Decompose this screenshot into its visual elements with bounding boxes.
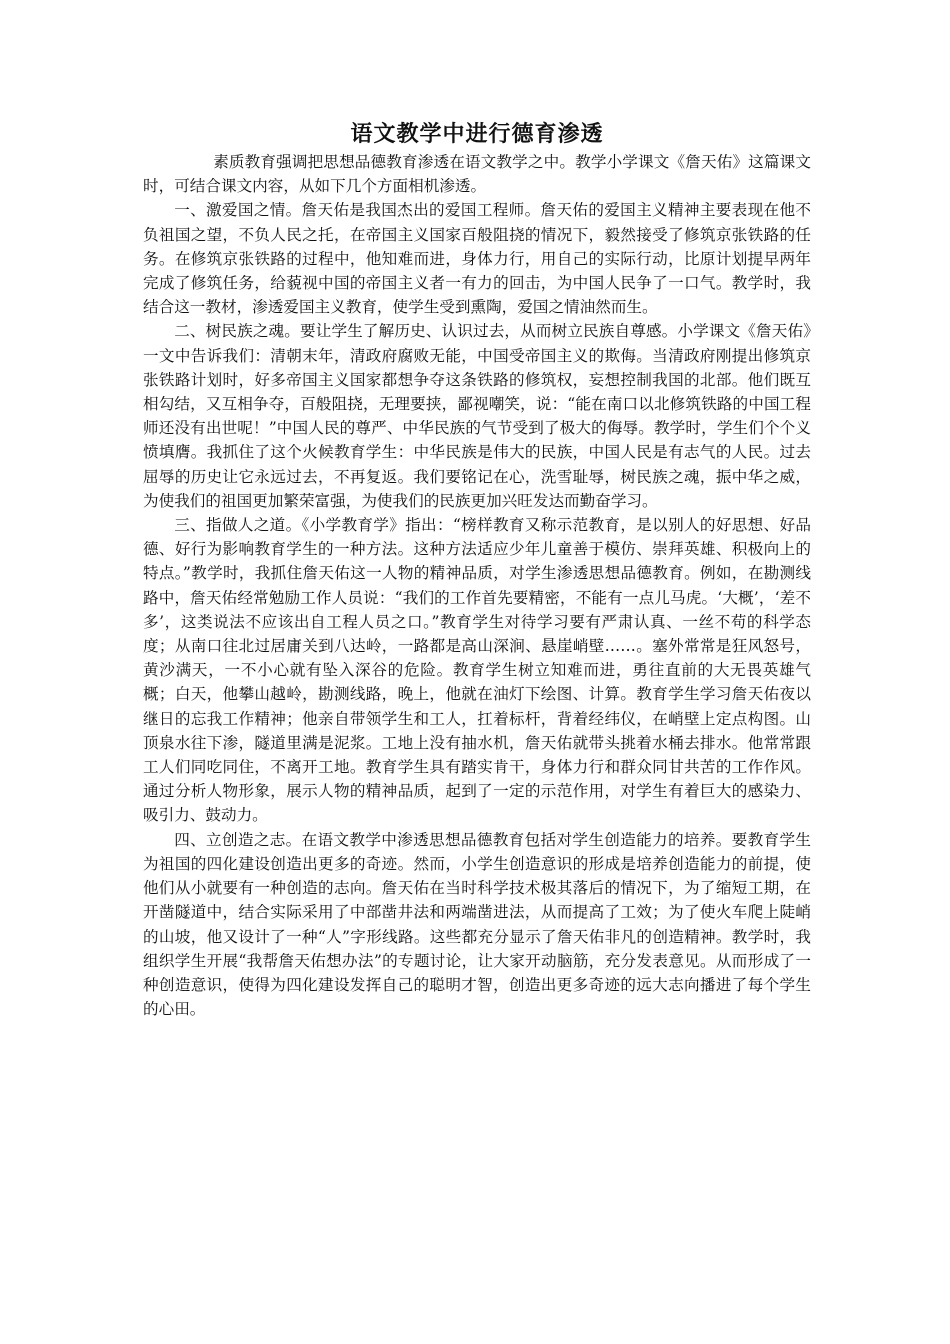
document-title: 语文教学中进行德育渗透 bbox=[350, 122, 604, 147]
paragraph-section-4: 四、立创造之志。在语文教学中渗透思想品德教育包括对学生创造能力的培养。要教育学生为祖国的四化建设创造出更多的奇迹。然而，小学生创造意识的形成是培养创造能力的前提，使他们从小就要有一种创造的志向。詹天佑在当时科学技术极其落后的情况下，为了缩短工期，在开凿隧道中，结合实际采用了中部凿井法和两端凿进法，从而提高了工效；为了使火车爬上陡峭的山坡，他又设计了一种“人”字形线路。这些都充分显示了詹天佑非凡的创造精神。教学时，我组织学生开展“我帮詹天佑想办法”的专题讨论，让大家开动脑筋，充分发表意见。从而形成了一种创造意识，使得为四化建设发挥自己的聪明才智，创造出更多奇迹的远大志向播进了每个学生的心田。 bbox=[143, 830, 811, 1019]
paragraph-section-1: 一、激爱国之情。詹天佑是我国杰出的爱国工程师。詹天佑的爱国主义精神主要表现在他不负祖国之望，不负人民之托，在帝国主义国家百般阻挠的情况下，毅然接受了修筑京张铁路的任务。在修筑京张铁路的过程中，他知难而进，身体力行，用自己的实际行动，比原计划提早两年完成了修筑任务，给藐视中国的帝国主义者一有力的回击，为中国人民争了一口气。教学时，我结合这一教材，渗透爱国主义教育，使学生受到熏陶，爱国之情油然而生。 bbox=[143, 201, 811, 317]
paragraph-section-3: 三、指做人之道。《小学教育学》指出：“榜样教育又称示范教育，是以别人的好思想、好品德、好行为影响教育学生的一种方法。这种方法适应少年儿童善于模仿、崇拜英雄、积极向上的特点。”教学时，我抓住詹天佑这一人物的精神品质，对学生渗透思想品德教育。例如，在勘测线路中，詹天佑经常勉励工作人员说：“我们的工作首先要精密，不能有一点儿马虎。‘大概’，‘差不多’，这类说法不应该出自工程人员之口。”教育学生对待学习要有严肃认真、一丝不苟的科学态度；从南口往北过居庸关到八达岭，一路都是高山深涧、悬崖峭壁……。塞外常常是狂风怒号，黄沙满天，一不小心就有坠入深谷的危险。教育学生树立知难而进，勇往直前的大无畏英雄气概；白天，他攀山越岭，勘测线路，晚上，他就在油灯下绘图、计算。教育学生学习詹天佑夜以继日的忘我工作精神；他亲自带领学生和工人，扛着标杆，背着经纬仪，在峭壁上定点构图。山顶泉水往下渗，隧道里满是泥浆。工地上没有抽水机，詹天佑就带头挑着水桶去排水。他常常跟工人们同吃同住，不离开工地。教育学生具有踏实肯干，身体力行和群众同甘共苦的工作作风。通过分析人物形象，展示人物的精神品质，起到了一定的示范作用，对学生有着巨大的感染力、吸引力、鼓动力。 bbox=[143, 516, 811, 825]
document-page bbox=[143, 120, 811, 1021]
paragraph-intro: 素质教育强调把思想品德教育渗透在语文教学之中。教学小学课文《詹天佑》这篇课文时，可结合课文内容，从如下几个方面相机渗透。 bbox=[143, 153, 811, 196]
paragraph-section-2: 二、树民族之魂。要让学生了解历史、认识过去，从而树立民族自尊感。小学课文《詹天佑》一文中告诉我们：清朝末年，清政府腐败无能，中国受帝国主义的欺侮。当清政府刚提出修筑京张铁路计划时，好多帝国主义国家都想争夺这条铁路的修筑权，妄想控制我国的北部。他们既互相勾结，又互相争夺，百般阻挠，无理要挟，鄙视嘲笑，说：“能在南口以北修筑铁路的中国工程师还没有出世呢！”中国人民的尊严、中华民族的气节受到了极大的侮辱。教学时，学生们个个义愤填膺。我抓住了这个火候教育学生：中华民族是伟大的民族，中国人民是有志气的人民。过去屈辱的历史让它永远过去，不再复返。我们要铭记在心，洗雪耻辱，树民族之魂，振中华之威，为使我们的祖国更加繁荣富强，为使我们的民族更加兴旺发达而勤奋学习。 bbox=[143, 322, 811, 510]
